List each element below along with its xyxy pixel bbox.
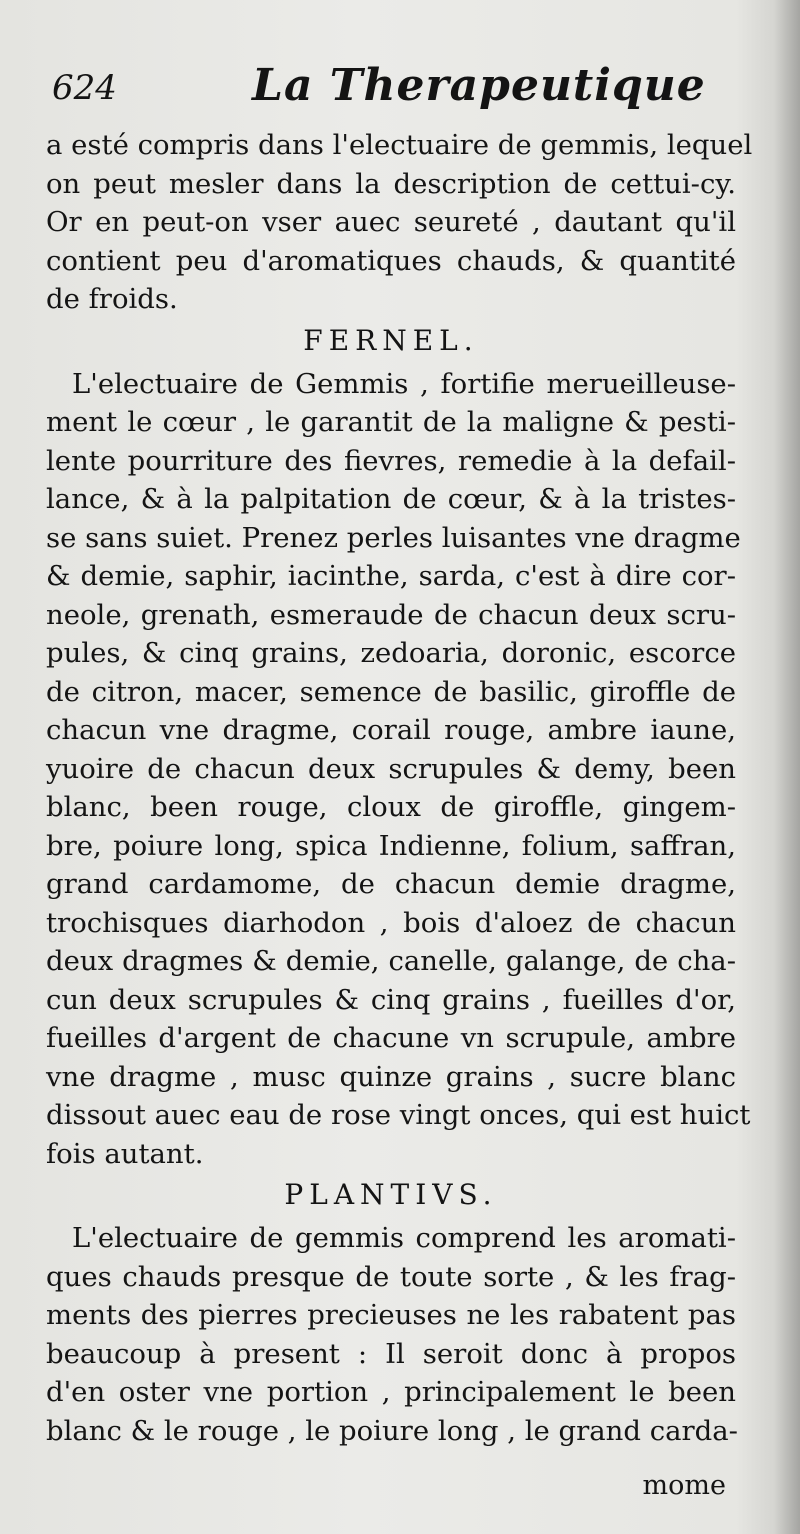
text-line: neole, grenath, esmeraude de chacun deux scru- bbox=[46, 598, 736, 631]
text-line: L'electuaire de gemmis comprend les aromati- bbox=[72, 1222, 736, 1254]
text-line: d'en oster vne portion , principalement le been bbox=[46, 1376, 736, 1408]
text-line: chacun vne dragme, corail rouge, ambre iaune, bbox=[46, 714, 736, 746]
page-edge-shadow bbox=[774, 0, 800, 1534]
text-line: blanc & le rouge , le poiure long , le grand carda- bbox=[46, 1414, 738, 1447]
text-line: lance, & à la palpitation de cœur, & à la tristes- bbox=[46, 483, 736, 515]
text-line: beaucoup à present : Il seroit donc à propos bbox=[46, 1337, 736, 1370]
text-line: vne dragme , musc quinze grains , sucre blanc bbox=[46, 1060, 736, 1093]
text-line: ments des pierres precieuses ne les rabatent pas bbox=[46, 1299, 736, 1331]
text-line: ques chauds presque de toute sorte , & les frag- bbox=[46, 1260, 736, 1293]
text-line: dissout auec eau de rose vingt onces, qui est huict bbox=[46, 1099, 751, 1131]
text-line: blanc, been rouge, cloux de giroffle, gingem- bbox=[46, 791, 736, 823]
text-line: de citron, macer, semence de basilic, giroffle de bbox=[46, 675, 736, 708]
text-line: lente pourriture des fievres, remedie à la defail- bbox=[46, 444, 736, 477]
text-line: deux dragmes & demie, canelle, galange, de cha- bbox=[46, 945, 736, 977]
text-line: de froids. bbox=[46, 283, 178, 315]
page-header bbox=[52, 60, 742, 120]
text-line: yuoire de chacun deux scrupules & demy, been bbox=[46, 752, 736, 785]
text-line: cun deux scrupules & cinq grains , fueilles d'or, bbox=[46, 983, 736, 1016]
section-heading-fernel: FERNEL. bbox=[303, 323, 479, 357]
text-line: a esté compris dans l'electuaire de gemmis, lequel bbox=[46, 129, 753, 161]
text-line: & demie, saphir, iacinthe, sarda, c'est à dire cor- bbox=[46, 560, 736, 592]
text-line: contient peu d'aromatiques chauds, & quantité bbox=[46, 244, 736, 277]
text-line: grand cardamome, de chacun demie dragme, bbox=[46, 868, 736, 900]
text-line: on peut mesler dans la description de cettui-cy. bbox=[46, 167, 736, 200]
catchword: mome bbox=[642, 1470, 726, 1501]
section-heading-plantius: PLANTIVS. bbox=[284, 1178, 498, 1211]
running-title: La Therapeutique bbox=[252, 60, 706, 111]
text-line: trochisques diarhodon , bois d'aloez de chacun bbox=[46, 906, 736, 939]
text-line: pules, & cinq grains, zedoaria, doronic, escorce bbox=[46, 637, 736, 669]
text-line: ment le cœur , le garantit de la maligne & pesti- bbox=[46, 406, 736, 438]
text-line: L'electuaire de Gemmis , fortifie merueilleuse- bbox=[72, 367, 736, 400]
text-line: bre, poiure long, spica Indienne, folium, saffran, bbox=[46, 829, 736, 862]
main-text bbox=[46, 126, 753, 1450]
text-line: Or en peut-on vser auec seureté , dautant qu'il bbox=[46, 206, 736, 238]
text-line: se sans suiet. Prenez perles luisantes vne dragme bbox=[46, 521, 741, 554]
page-number: 624 bbox=[52, 68, 117, 108]
text-line: fueilles d'argent de chacune vn scrupule, ambre bbox=[46, 1022, 736, 1054]
text-line: fois autant. bbox=[46, 1137, 204, 1170]
